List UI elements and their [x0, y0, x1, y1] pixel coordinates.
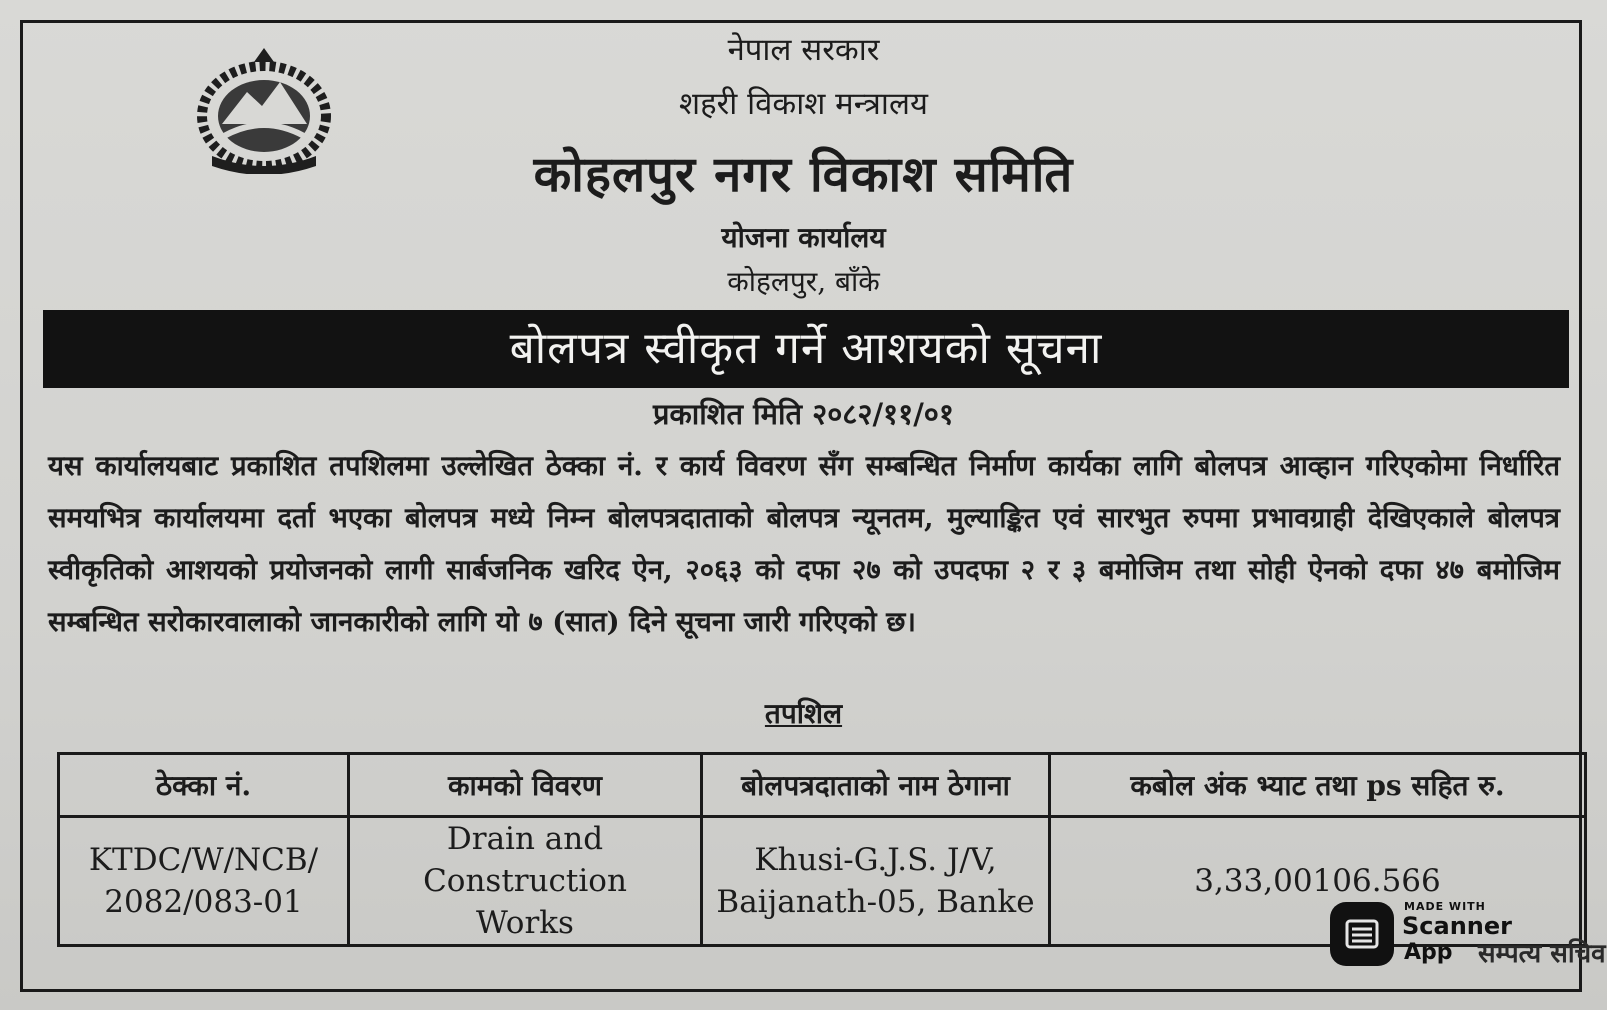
government-name: नेपाल सरकार: [727, 32, 880, 68]
schedule-title-text: तपशिल: [764, 697, 843, 730]
header-amount: कबोल अंक भ्याट तथा ps सहित रु.: [1050, 754, 1586, 817]
bidder-line: Khusi-G.J.S. J/V,: [754, 842, 997, 878]
scanner-app-name: Scanner: [1402, 912, 1512, 940]
office-name: योजना कार्यालय: [721, 221, 886, 254]
scanner-app-watermark: [1330, 898, 1592, 972]
cell-bidder: [702, 817, 1050, 946]
notice-body: यस कार्यालयबाट प्रकाशित तपशिलमा उल्लेखित ठेक्का नं. र कार्य विवरण सँग सम्बन्धित निर्माण कार्यका लागि बोलपत्र आव्हान गरिएकोमा निर्धारित समयभित्र कार्यालयमा दर्ता भएका बोलपत्र मध्ये निम्न बोलपत्रदाताको बोलपत्र न्यूनतम, मुल्याङ्कित एवं सारभुत रुपमा प्रभावग्राही देखिएकाले बोलपत्र स्वीकृतिको आशयको प्रयोजनको लागी सार्बजनिक खरिद ऐन, २०६३ को दफा २७ को उपदफा २ र ३ बमोजिम तथा सोही ऐनको दफा ४७ बमोजिम सम्बन्धित सरोकारवालाको जानकारीको लागि यो ७ (सात) दिने सूचना जारी गरिएको छ।: [48, 450, 1560, 638]
signature-text: सम्पत्य सचिव: [1478, 939, 1606, 969]
description-line: Drain and Construction: [423, 821, 627, 899]
header-description: कामको विवरण: [349, 754, 702, 817]
cell-contract-no: [59, 817, 349, 946]
notice-title-banner: बोलपत्र स्वीकृत गर्ने आशयको सूचना: [43, 310, 1569, 388]
description-line: Works: [476, 905, 574, 941]
cell-amount: 3,33,00106.566: [1050, 817, 1586, 946]
contract-no-line: KTDC/W/NCB/: [88, 842, 319, 878]
header-contract-no: ठेक्का नं.: [59, 754, 349, 817]
office-location: कोहलपुर, बाँके: [727, 265, 880, 298]
published-date: प्रकाशित मिति २०८२/११/०१: [653, 397, 954, 431]
table-header-row: [59, 754, 1586, 817]
header-bidder: बोलपत्रदाताको नाम ठेगाना: [702, 754, 1050, 817]
cell-description: [349, 817, 702, 946]
bidder-line: Baijanath-05, Banke: [716, 884, 1035, 920]
made-with-label: MADE WITH: [1404, 900, 1486, 913]
scanner-icon: [1330, 902, 1394, 966]
ministry-name: शहरी विकाश मन्त्रालय: [679, 86, 928, 122]
contract-no-line: 2082/083-01: [104, 884, 303, 920]
schedule-title: [0, 694, 1607, 732]
organization-name: कोहलपुर नगर विकाश समिति: [533, 145, 1074, 203]
scanner-app-suffix: App: [1404, 940, 1453, 965]
